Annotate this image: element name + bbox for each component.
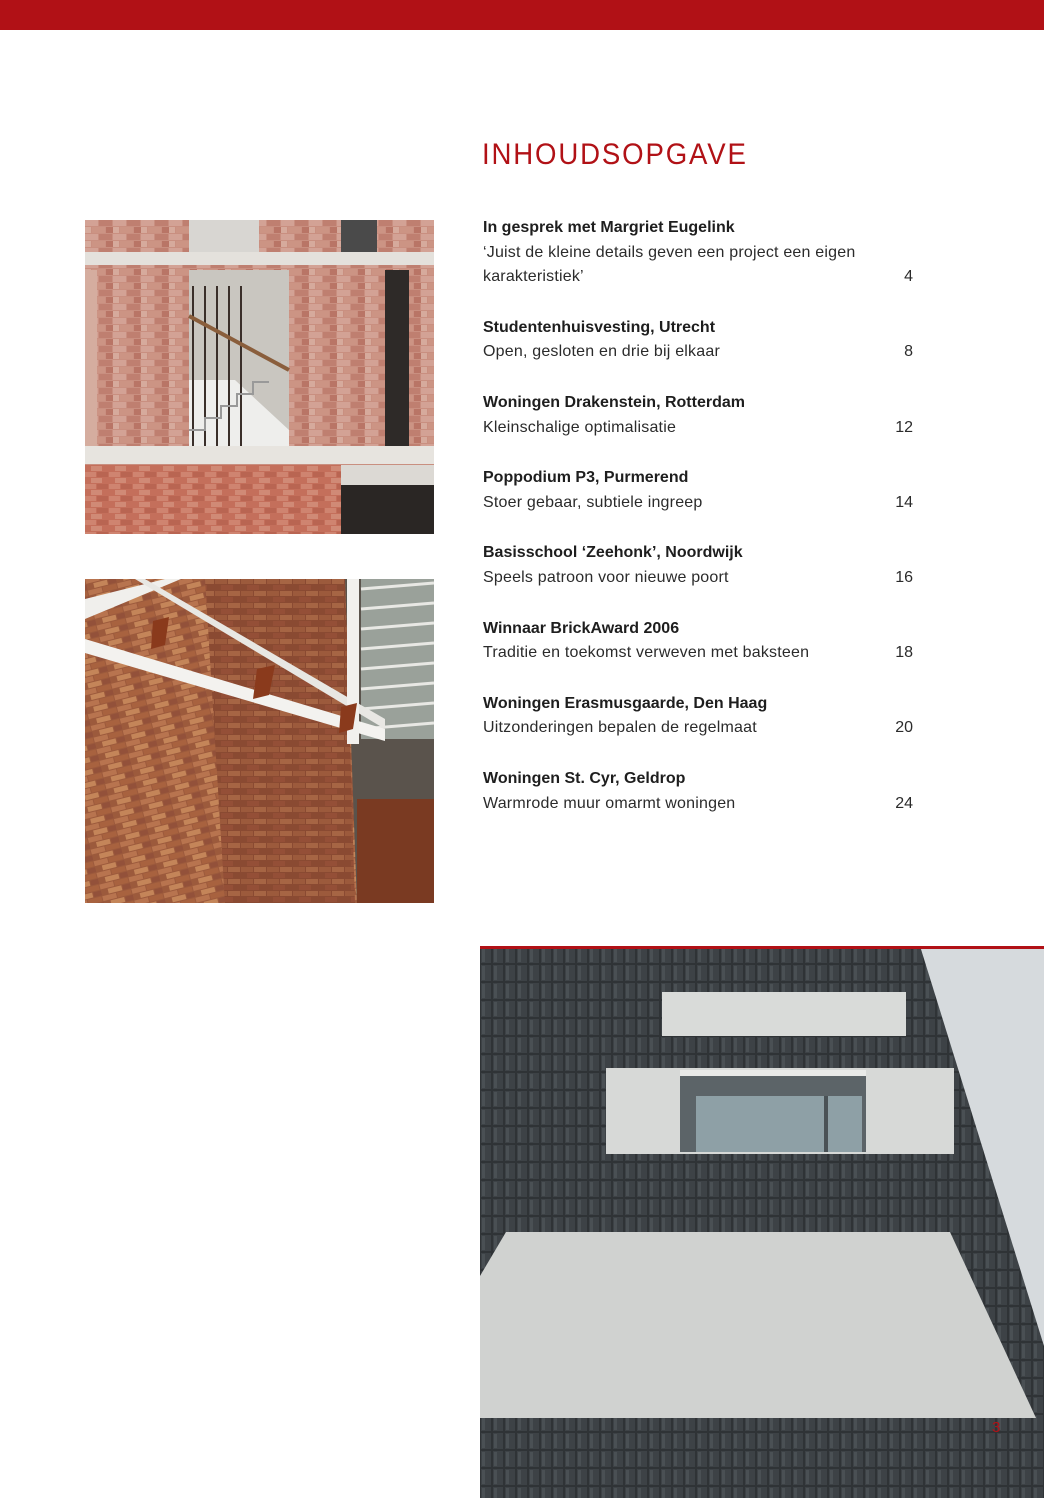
top-accent-bar — [0, 0, 1044, 30]
photo-brick-beams — [85, 579, 434, 903]
toc-entry[interactable] — [483, 767, 913, 816]
toc-entry[interactable] — [483, 391, 913, 440]
toc-entry-page: 24 — [895, 794, 913, 812]
toc-entry-subtitle: Traditie en toekomst verweven met baksteen — [483, 644, 810, 662]
toc-entry-page: 18 — [895, 644, 913, 662]
toc-entry-page: 12 — [895, 418, 913, 436]
toc-entry[interactable] — [483, 466, 913, 515]
toc-entry-page: 4 — [904, 268, 913, 286]
toc-entry[interactable] — [483, 316, 913, 365]
toc-entry-heading: Woningen Erasmusgaarde, Den Haag — [483, 694, 768, 712]
toc-entry-subtitle: Open, gesloten en drie bij elkaar — [483, 343, 720, 361]
toc-entry-page: 14 — [895, 493, 913, 511]
table-of-contents — [483, 216, 913, 842]
toc-entry[interactable] — [483, 692, 913, 741]
photo-brick-stairwell — [85, 220, 434, 534]
toc-entry-heading: Poppodium P3, Purmerend — [483, 469, 689, 487]
toc-entry[interactable] — [483, 541, 913, 590]
toc-entry-subtitle: Warmrode muur omarmt woningen — [483, 794, 736, 812]
toc-entry[interactable] — [483, 617, 913, 666]
toc-entry-heading: Winnaar BrickAward 2006 — [483, 619, 680, 637]
page-number: 3 — [992, 1419, 1001, 1436]
page-title: INHOUDSOPGAVE — [482, 138, 748, 171]
toc-entry-subtitle: Uitzonderingen bepalen de regelmaat — [483, 719, 757, 737]
toc-entry[interactable] — [483, 216, 913, 290]
toc-entry-heading: Basisschool ‘Zeehonk’, Noordwijk — [483, 544, 743, 562]
toc-entry-heading: Studentenhuisvesting, Utrecht — [483, 318, 716, 336]
photo-facade-window — [480, 946, 1044, 1498]
toc-entry-subtitle: Kleinschalige optimalisatie — [483, 418, 677, 436]
toc-entry-subtitle: ‘Juist de kleine details geven een project een eigen karakteristiek’ — [483, 243, 856, 286]
toc-entry-page: 8 — [904, 343, 913, 361]
toc-entry-subtitle: Speels patroon voor nieuwe poort — [483, 568, 729, 586]
toc-entry-page: 16 — [895, 568, 913, 586]
toc-entry-heading: Woningen Drakenstein, Rotterdam — [483, 393, 745, 411]
toc-entry-heading: Woningen St. Cyr, Geldrop — [483, 769, 686, 787]
toc-entry-subtitle: Stoer gebaar, subtiele ingreep — [483, 493, 703, 511]
toc-entry-heading: In gesprek met Margriet Eugelink — [483, 219, 735, 236]
toc-entry-page: 20 — [895, 719, 913, 737]
